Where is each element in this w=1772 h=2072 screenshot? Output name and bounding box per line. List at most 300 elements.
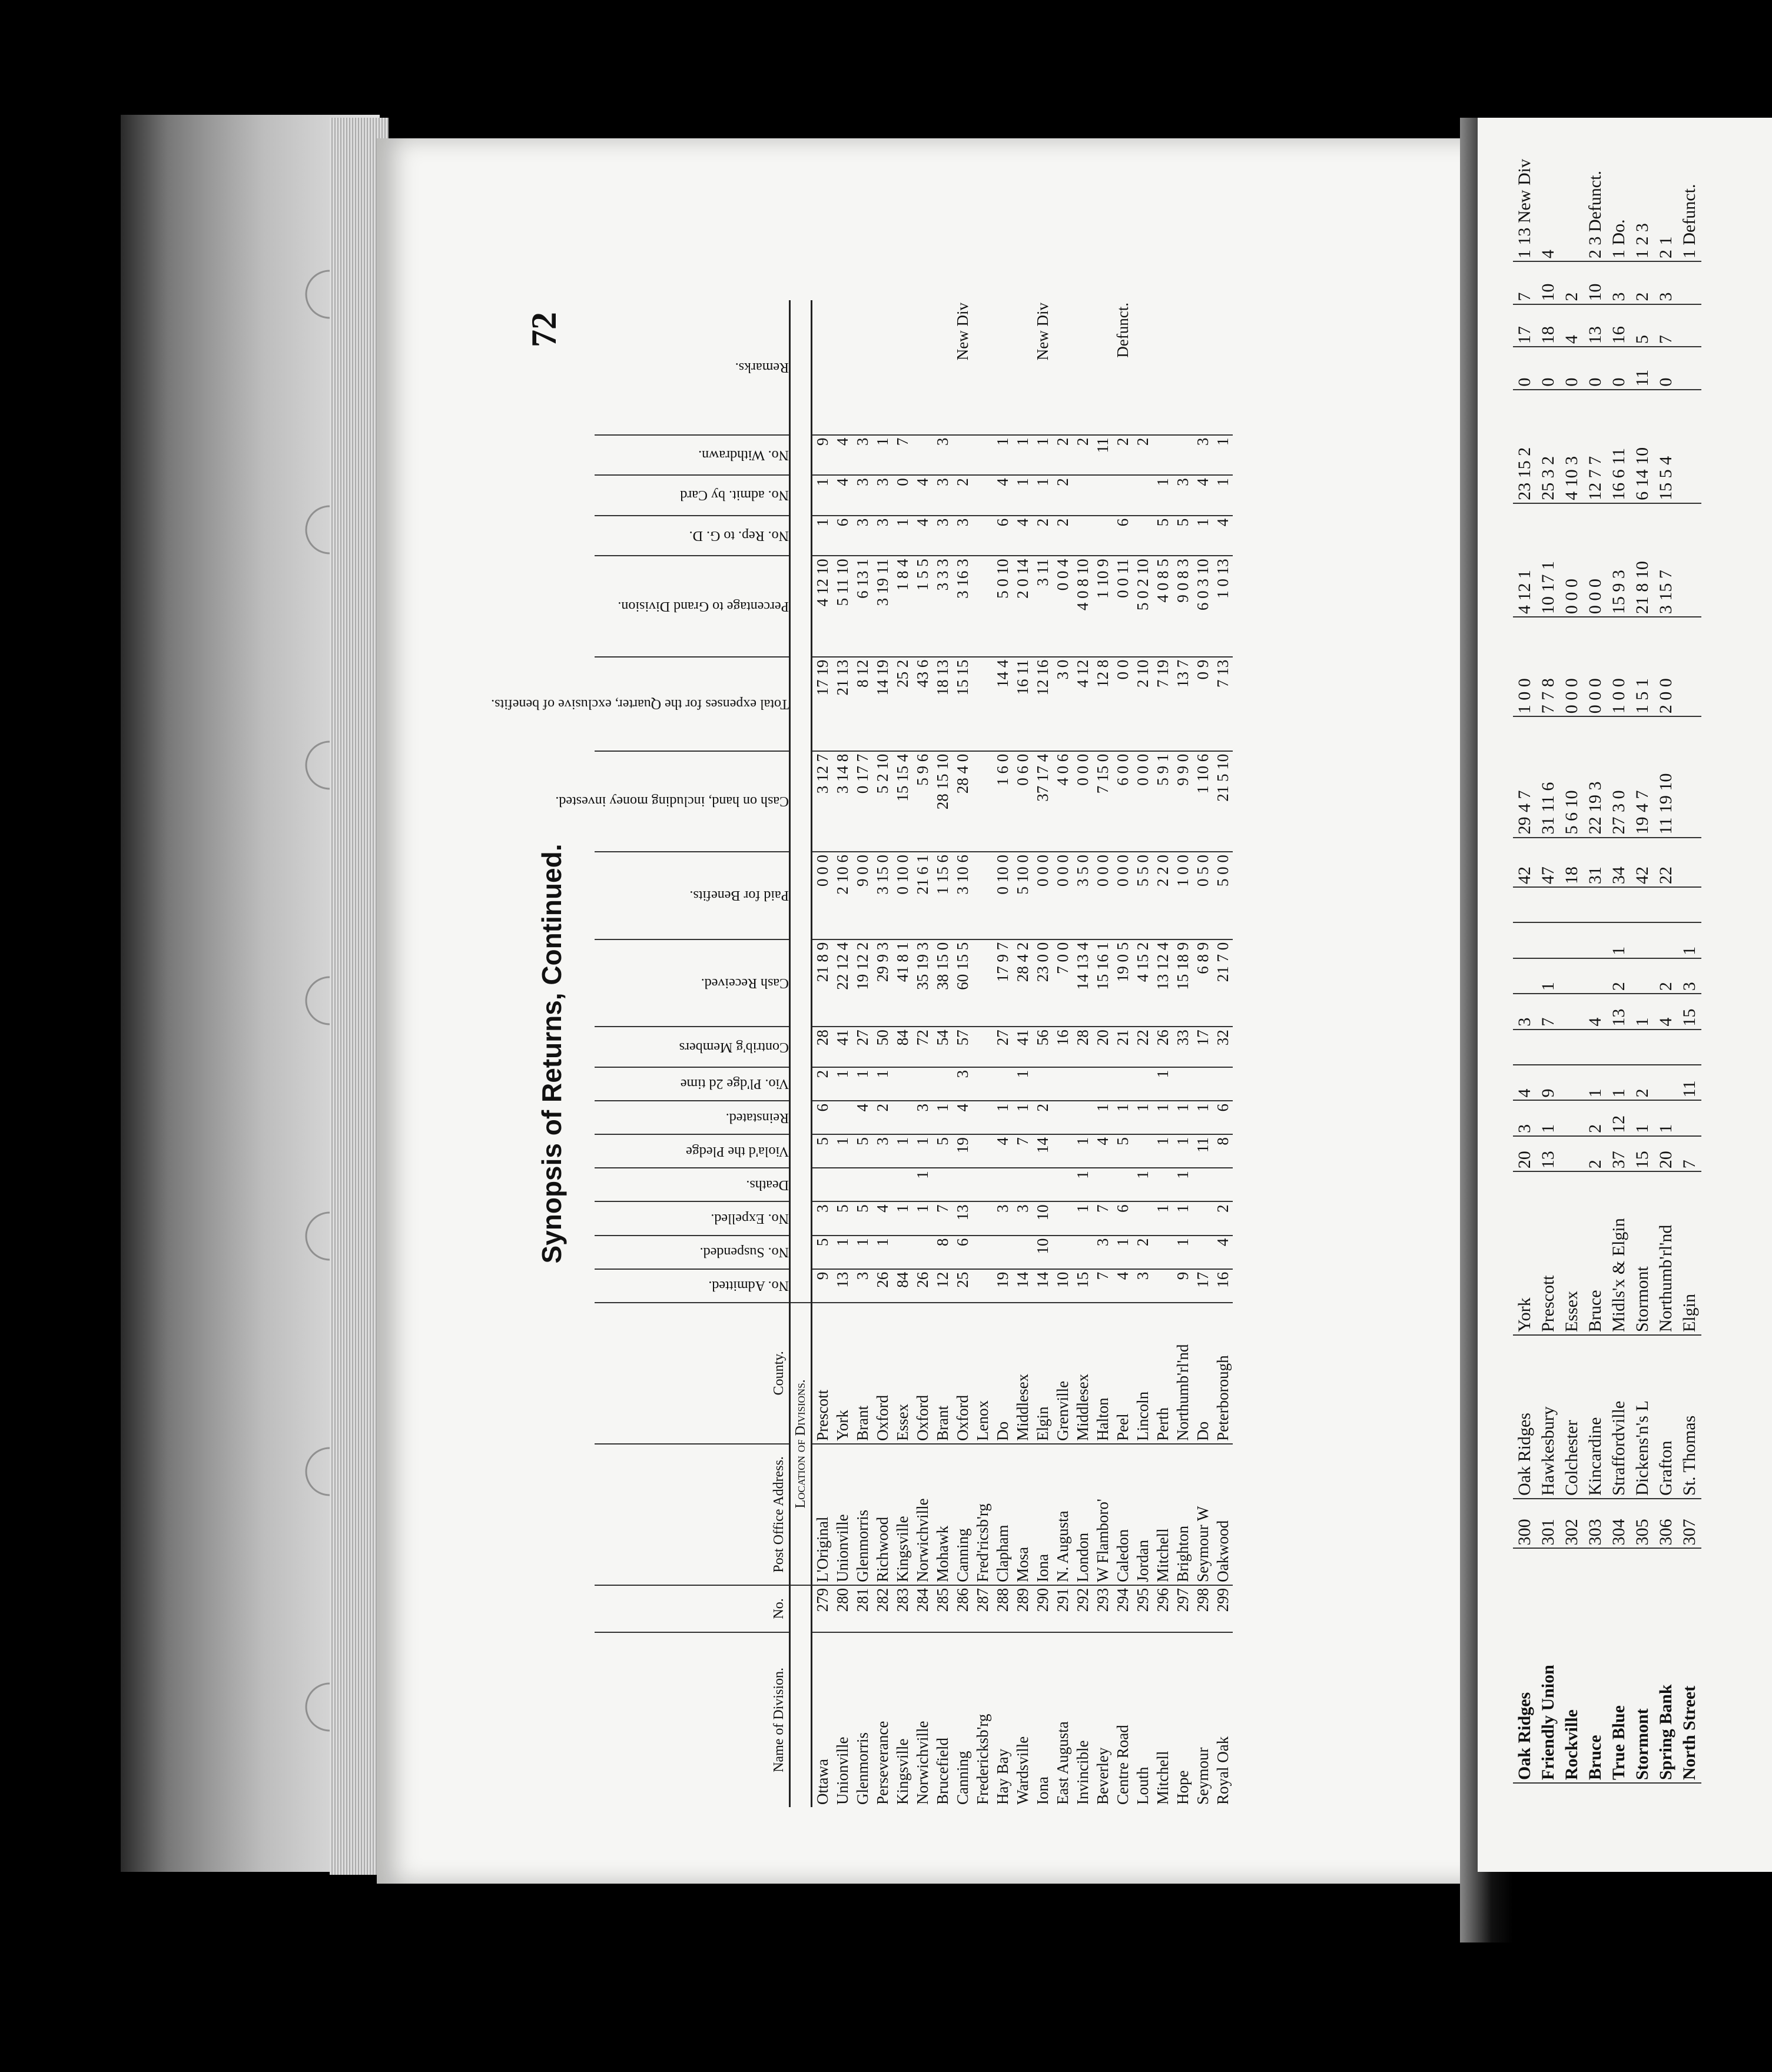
cell-value [912,1236,933,1269]
cell-value: 1 [872,1067,892,1101]
cell-value: 3 [1013,1201,1033,1235]
cell-value [993,1067,1013,1101]
cell-value: 1 [1173,1201,1193,1235]
cell-value [973,1201,993,1235]
table-row [1013,300,1033,1807]
cell-value: 2 [812,1067,833,1101]
cell-value: 3 [933,435,953,476]
cell-value [1607,1030,1631,1065]
cell-no: 302 [1560,1499,1584,1549]
cell-po: Jordan [1133,1444,1153,1585]
cell-value: New Div [1033,300,1053,435]
table-row [1654,77,1678,1783]
cell-value [973,939,993,1027]
cell-value: 1 [1013,475,1033,516]
cell-value: 12 16 [1033,657,1053,751]
cell-value [1678,838,1701,888]
cell-value: 31 [1584,838,1607,888]
cell-value: 1 [852,1067,872,1101]
cell-value: 2 [1584,1100,1607,1135]
cell-no: 287 [973,1585,993,1632]
cell-value: 15 9 3 [1607,503,1631,617]
header-col: Percentage to Grand Division. [595,556,790,656]
cell-value: 2 [1631,1065,1654,1100]
cell-value [1560,994,1584,1029]
cell-value: 11 19 10 [1654,716,1678,837]
location-header-row [790,300,812,1807]
cell-value [1678,1100,1701,1135]
header-location: Location of Divisions. [790,1303,812,1585]
cell-po: Straffordville [1607,1335,1631,1499]
cell-value: 72 [912,1027,933,1067]
cell-name: Stormont [1631,1548,1654,1783]
cell-value: 4 [993,1134,1013,1168]
cell-no: 291 [1053,1585,1073,1632]
header-col: No. Expelled. [595,1201,790,1235]
cell-value [973,1027,993,1067]
cell-value: 10 [1033,1201,1053,1235]
cell-value: 27 3 0 [1607,716,1631,837]
cell-value: 1 [993,435,1013,476]
cell-county: Oxford [872,1303,892,1444]
cell-value: 5 9 6 [912,751,933,852]
cell-value [993,300,1013,435]
cell-value [1193,1168,1213,1201]
cell-value: 35 19 3 [912,939,933,1027]
cell-value: 2 10 6 [832,852,852,939]
cell-value: 1 [872,435,892,476]
cell-value: 7 0 0 [1053,939,1073,1027]
cell-value: 1 [832,1134,852,1168]
cell-county: Do [1193,1303,1213,1444]
cell-po: Brighton [1173,1444,1193,1585]
cell-no: 298 [1193,1585,1213,1632]
cell-value: 3 [852,516,872,556]
cell-no: 299 [1213,1585,1233,1632]
cell-value: 12 8 [1093,657,1113,751]
cell-value: 11 [1678,1065,1701,1100]
cell-value: 1 [1153,1134,1173,1168]
table-row [1113,300,1133,1807]
header-col: Paid for Benefits. [595,852,790,939]
cell-value [1560,1065,1584,1100]
cell-value [1073,1236,1093,1269]
cell-value [1607,887,1631,922]
cell-po: Unionville [832,1444,852,1585]
table-row [912,300,933,1807]
cell-value: 6 [1113,516,1133,556]
cell-value: 0 0 0 [1093,852,1113,939]
cell-value: 10 [1033,1236,1053,1269]
header-post-office: Post Office Address. [595,1444,790,1585]
cell-county: Northumb'rl'nd [1173,1303,1193,1444]
cell-value [852,300,872,435]
cell-value: 5 2 10 [872,751,892,852]
cell-value: 13 12 4 [1153,939,1173,1027]
cell-value [973,516,993,556]
cell-value: 0 [1607,347,1631,389]
cell-value: 1 [1093,1101,1113,1134]
cell-value: 2 [1213,1201,1233,1235]
cell-value: Defunct. [1113,300,1133,435]
cell-value: 5 [852,1134,872,1168]
cell-value: 16 11 [1013,657,1033,751]
cell-value: 22 19 3 [1584,716,1607,837]
cell-value: 21 13 [832,657,852,751]
rotated-table-page [491,300,1232,1807]
cell-value: 10 [1537,261,1560,304]
cell-value: 1 [912,1134,933,1168]
cell-value [1133,516,1153,556]
cell-value: 5 0 10 [993,556,1013,656]
cell-value: 1 [1153,1201,1173,1235]
cell-value: 3 16 3 [953,556,973,656]
cell-value: 1 [1153,1101,1173,1134]
cell-value: 11 [1193,1134,1213,1168]
cell-value: 1 [1173,1101,1193,1134]
cell-no: 283 [892,1585,912,1632]
cell-name: Perseverance [874,1721,891,1805]
cell-value: 7 [1093,1269,1113,1303]
cell-value: 2 [1133,435,1153,476]
cell-value: 21 [1113,1027,1133,1067]
cell-value: 1 [892,1134,912,1168]
cell-value [1033,1067,1053,1101]
cell-value: 31 11 6 [1537,716,1560,837]
cell-value: 5 5 0 [1133,852,1153,939]
cell-value [933,1067,953,1101]
table-row [1173,300,1193,1807]
cell-value: 3 19 11 [872,556,892,656]
cell-value: 12 [933,1269,953,1303]
cell-no: 307 [1678,1499,1701,1549]
table-row [892,300,912,1807]
cell-po: Kingsville [892,1444,912,1585]
cell-value [993,1168,1013,1201]
cell-value: 15 16 1 [1093,939,1113,1027]
continuation-table-body [1513,77,1701,1783]
cell-value: 25 3 2 [1537,390,1560,503]
cell-value: 1 [1607,922,1631,958]
cell-value [1631,887,1654,922]
cell-value: 0 5 0 [1193,852,1213,939]
cell-value: 4 [912,516,933,556]
cell-name: Royal Oak [1214,1736,1232,1805]
cell-value: 1 [1173,1236,1193,1269]
cell-value [1173,435,1193,476]
cell-value [1053,1067,1073,1101]
cell-value: 7 [1654,304,1678,347]
header-county: County. [595,1303,790,1444]
cell-value [832,300,852,435]
cell-county: Oxford [953,1303,973,1444]
cell-value: 8 [933,1236,953,1269]
cell-value: 1 [1654,1100,1678,1135]
cell-po: Richwood [872,1444,892,1585]
cell-po: Oakwood [1213,1444,1233,1585]
cell-value [1678,503,1701,617]
cell-value: 6 [953,1236,973,1269]
cell-value: 15 [1631,1136,1654,1171]
cell-po: Grafton [1654,1335,1678,1499]
cell-value: 5 [1153,516,1173,556]
cell-no: 296 [1153,1585,1173,1632]
cell-value: 1 [1013,1101,1033,1134]
cell-value: 41 [1013,1027,1033,1067]
cell-value: 21 8 10 [1631,503,1654,617]
cell-value: 3 12 7 [812,751,833,852]
cell-value: 14 [1013,1269,1033,1303]
cell-county: Midls'x & Elgin [1607,1171,1631,1335]
cell-value: 0 10 0 [892,852,912,939]
cell-value [872,300,892,435]
cell-value: 0 0 0 [1133,751,1153,852]
cell-value: 3 [933,475,953,516]
cell-value: 5 [1631,304,1654,347]
cell-value: 1 [1631,994,1654,1029]
rotated-continuation-page [1513,77,1766,1784]
cell-value: 0 0 0 [1560,617,1584,716]
cell-value: 0 [1584,347,1607,389]
cell-value: 3 [872,475,892,516]
cell-value [852,1168,872,1201]
cell-value: 1 [1193,516,1213,556]
cell-name: Unionville [834,1736,851,1805]
cell-value: 1 [1213,435,1233,476]
cell-no: 306 [1654,1499,1678,1549]
cell-value [1678,261,1701,304]
table-row [1153,300,1173,1807]
cell-value: 3 [872,516,892,556]
cell-value [973,300,993,435]
cell-value: 7 15 0 [1093,751,1113,852]
cell-value [892,1067,912,1101]
cell-no: 297 [1173,1585,1193,1632]
cell-value: 5 0 2 10 [1133,556,1153,656]
cell-county: Grenville [1053,1303,1073,1444]
cell-county: Lincoln [1133,1303,1153,1444]
cell-value [1173,300,1193,435]
cell-value [1654,887,1678,922]
cell-value [1033,1168,1053,1201]
header-col: No. Suspended. [595,1236,790,1269]
cell-value: 9 9 0 [1173,751,1193,852]
cell-value: 6 [812,1101,833,1134]
header-col: No. Admitted. [595,1269,790,1303]
table-row [1053,300,1073,1807]
cell-value: 1 [852,1236,872,1269]
cell-value: 1 [1013,1067,1033,1101]
cell-county: York [1513,1171,1537,1335]
cell-value: 1 5 5 [912,556,933,656]
cell-value: 42 [1631,838,1654,888]
cell-value: 4 0 8 10 [1073,556,1093,656]
cell-value: 1 [1073,1134,1093,1168]
cell-value [1133,1067,1153,1101]
cell-po: Fred'ricsb'rg [973,1444,993,1585]
cell-name: Invincible [1074,1740,1091,1805]
table-row [872,300,892,1807]
cell-name: Hay Bay [994,1748,1011,1805]
cell-value: 25 2 [892,657,912,751]
cell-value: 11 [1093,435,1113,476]
cell-value: 3 [1193,435,1213,476]
cell-value: 19 [953,1134,973,1168]
cell-value: 3 [812,1201,833,1235]
page-title: Synopsis of Returns, Continued. [536,844,567,1264]
cell-county: Prescott [1537,1171,1560,1335]
cell-value [892,300,912,435]
cell-value [1213,1168,1233,1201]
cell-value: 12 7 7 [1584,390,1607,503]
cell-value [1654,1065,1678,1100]
cell-value [1513,1030,1537,1065]
cell-po: Dickens'n's L [1631,1335,1654,1499]
cell-po: Mosa [1013,1444,1033,1585]
cell-value [973,1134,993,1168]
cell-value: 16 [1213,1269,1233,1303]
cell-value: 10 17 1 [1537,503,1560,617]
cell-value: 2 0 0 [1654,617,1678,716]
cell-value: 4 [1113,1269,1133,1303]
table-row [1607,77,1631,1783]
cell-name: North Street [1678,1548,1701,1783]
cell-value [1013,1168,1033,1201]
cell-value [1631,1030,1654,1065]
table-row [993,300,1013,1807]
cell-value [1093,1168,1113,1201]
cell-county: Do [993,1303,1013,1444]
cell-value [973,435,993,476]
cell-no: 281 [852,1585,872,1632]
cell-value: 28 [1073,1027,1093,1067]
cell-value: 3 [933,516,953,556]
cell-value: 3 [993,1201,1013,1235]
cell-value: 54 [933,1027,953,1067]
cell-value: 43 6 [912,657,933,751]
cell-value: 57 [953,1027,973,1067]
cell-value: 4 [1093,1134,1113,1168]
cell-value: 21 8 9 [812,939,833,1027]
cell-county: Northumb'rl'nd [1654,1171,1678,1335]
cell-value: 4 [953,1101,973,1134]
cell-value [1073,300,1093,435]
cell-value [1133,300,1153,435]
table-row [1033,300,1053,1807]
cell-value [1537,1030,1560,1065]
header-no: No. [595,1585,790,1632]
cell-value: 0 0 0 [812,852,833,939]
cell-value: 15 [1073,1269,1093,1303]
cell-value: 18 [1537,304,1560,347]
cell-value [832,1101,852,1134]
cell-value [1013,300,1033,435]
cell-value [1093,516,1113,556]
cell-value: 1 5 1 [1631,617,1654,716]
cell-value: 0 [892,475,912,516]
cell-value [1560,887,1584,922]
cell-value: 6 [993,516,1013,556]
cell-value [973,1101,993,1134]
cell-value [1678,887,1701,922]
cell-value: 27 [852,1027,872,1067]
cell-value [872,1168,892,1201]
cell-county: Elgin [1033,1303,1053,1444]
cell-value: 16 6 11 [1607,390,1631,503]
returns-table-body [812,300,1233,1807]
cell-value: 6 0 0 [1113,751,1133,852]
cell-value [1560,77,1584,261]
cell-county: Lenox [973,1303,993,1444]
header-name: Name of Division. [595,1632,790,1807]
cell-value: 2 [1053,516,1073,556]
cell-po: Hawkesbury [1537,1335,1560,1499]
cell-value: 2 [1133,1236,1153,1269]
cell-value [1053,1236,1073,1269]
table-row [1193,300,1213,1807]
cell-value: 2 0 14 [1013,556,1033,656]
cell-value: 1 [1631,1100,1654,1135]
header-col: No. admit. by Card [595,475,790,516]
cell-value: 4 12 [1073,657,1093,751]
cell-value: 0 0 0 [1584,617,1607,716]
cell-value [1133,1201,1153,1235]
cell-name: East Augusta [1054,1721,1071,1805]
cell-county: Bruce [1584,1171,1607,1335]
cell-value [1678,1030,1701,1065]
cell-no: 290 [1033,1585,1053,1632]
cell-po: Kincardine [1584,1335,1607,1499]
cell-no: 300 [1513,1499,1537,1549]
cell-value [1073,1067,1093,1101]
cell-value: 4 12 10 [812,556,833,656]
cell-value: 3 [1678,958,1701,994]
cell-name: Seymour [1194,1747,1212,1805]
cell-value: 1 [1678,922,1701,958]
cell-no: 294 [1113,1585,1133,1632]
cell-value [1584,958,1607,994]
cell-value: 19 [993,1269,1013,1303]
cell-value: 25 [953,1269,973,1303]
cell-value [1053,1201,1073,1235]
cell-value: 4 0 8 5 [1153,556,1173,656]
cell-value: 3 [852,1269,872,1303]
cell-value: 1 [1607,1065,1631,1100]
cell-value [1093,475,1113,516]
cell-value: 4 12 1 [1513,503,1537,617]
cell-po: Norwichville [912,1444,933,1585]
cell-value [1584,887,1607,922]
cell-value: 2 [1113,435,1133,476]
cell-value [1213,1067,1233,1101]
cell-value: 5 9 1 [1153,751,1173,852]
cell-value [832,1168,852,1201]
cell-value: 9 0 8 3 [1173,556,1193,656]
cell-value [973,475,993,516]
cell-value [912,435,933,476]
cell-no: 293 [1093,1585,1113,1632]
table-row [1584,77,1607,1783]
cell-value: 2 [1053,475,1073,516]
cell-value: 41 [832,1027,852,1067]
cell-value [1678,716,1701,837]
cell-value: 37 17 4 [1033,751,1053,852]
cell-no: 286 [953,1585,973,1632]
cell-value: 1 2 3 [1631,77,1654,261]
cell-value: 0 0 0 [1113,852,1133,939]
cell-name: Wardsville [1014,1736,1031,1805]
cell-value: 5 10 0 [1013,852,1033,939]
